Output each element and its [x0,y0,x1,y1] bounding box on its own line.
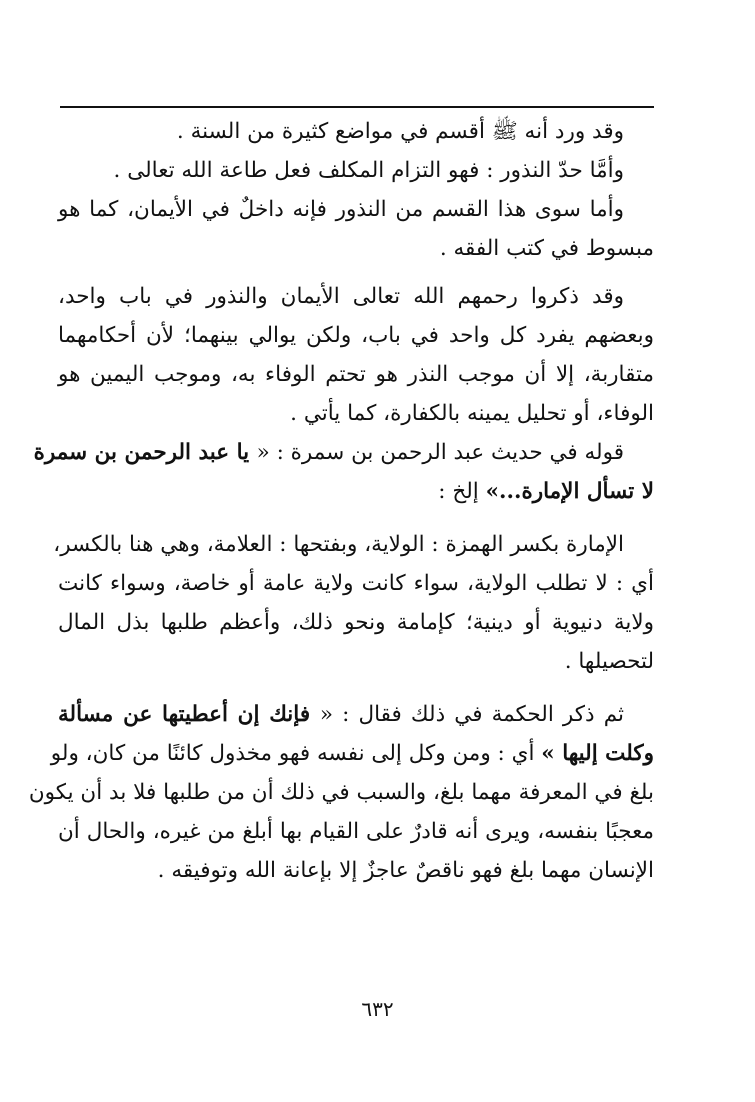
text-line: وأما سوى هذا القسم من النذور فإنه داخلٌ في الأيمان، كما هو [58,197,624,222]
text-line: وبعضهم يفرد كل واحد في باب، ولكن يوالي بينهما؛ لأن أحكامهما [58,323,654,348]
page-body [28,112,654,890]
text-line: ولاية دنيوية أو دينية؛ كإمامة ونحو ذلك، وأعظم طلبها بذل المال [58,610,654,635]
bold-quote-text: فإنك إن أعطيتها عن مسألة [58,702,320,727]
page-number: ٦٣٢ [361,997,394,1021]
text-line: الإمارة بكسر الهمزة : الولاية، وبفتحها : العلامة، وهي هنا بالكسر، [53,532,624,557]
text-line: الوفاء، أو تحليل يمينه بالكفارة، كما يأتي . [290,401,654,426]
hadith-heading-line [58,472,654,511]
bold-quote-text: وكلت إليها » [541,741,654,766]
text-line [50,734,654,773]
heading-normal-text: إلخ : [438,479,486,504]
heading-bold-text: يا عبد الرحمن بن سمرة [33,440,257,465]
text-line: بلغ في المعرفة مهما بلغ، والسبب في ذلك أن من طلبها فلا بد أن يكون [28,780,654,805]
text-line: أي : لا تطلب الولاية، سواء كانت ولاية عامة أو خاصة، وسواء كانت [58,571,654,596]
text-line: الإنسان مهما بلغ فهو ناقصٌ عاجزٌ إلا بإعانة الله وتوفيقه . [157,858,654,883]
text-line: وقد ورد أنه ﷺ أقسم في مواضع كثيرة من السنة . [176,119,624,144]
text-line: مبسوط في كتب الفقه . [439,236,654,261]
text-line: معجبًا بنفسه، ويرى أنه قادرٌ على القيام بها أبلغ من غيره، والحال أن [58,819,654,844]
text-line [58,695,654,734]
text-line: لتحصيلها . [564,649,654,674]
normal-text: أي : ومن وكل إلى نفسه فهو مخذول كائنًا من كان، ولو [50,741,542,766]
heading-normal-text: قوله في حديث عبد الرحمن بن سمرة : « [256,440,624,465]
text-line: وقد ذكروا رحمهم الله تعالى الأيمان والنذور في باب واحد، [58,284,624,309]
text-line: وأمَّا حدّ النذور : فهو التزام المكلف فعل طاعة الله تعالى . [113,158,624,183]
heading-bold-text: لا تسأل الإمارة...» [485,479,654,504]
hadith-heading-line [33,433,654,472]
normal-text: ثم ذكر الحكمة في ذلك فقال : « [319,702,625,727]
header-rule [60,106,654,108]
text-line: متقاربة، إلا أن موجب النذر هو تحتم الوفاء به، وموجب اليمين هو [58,362,654,387]
